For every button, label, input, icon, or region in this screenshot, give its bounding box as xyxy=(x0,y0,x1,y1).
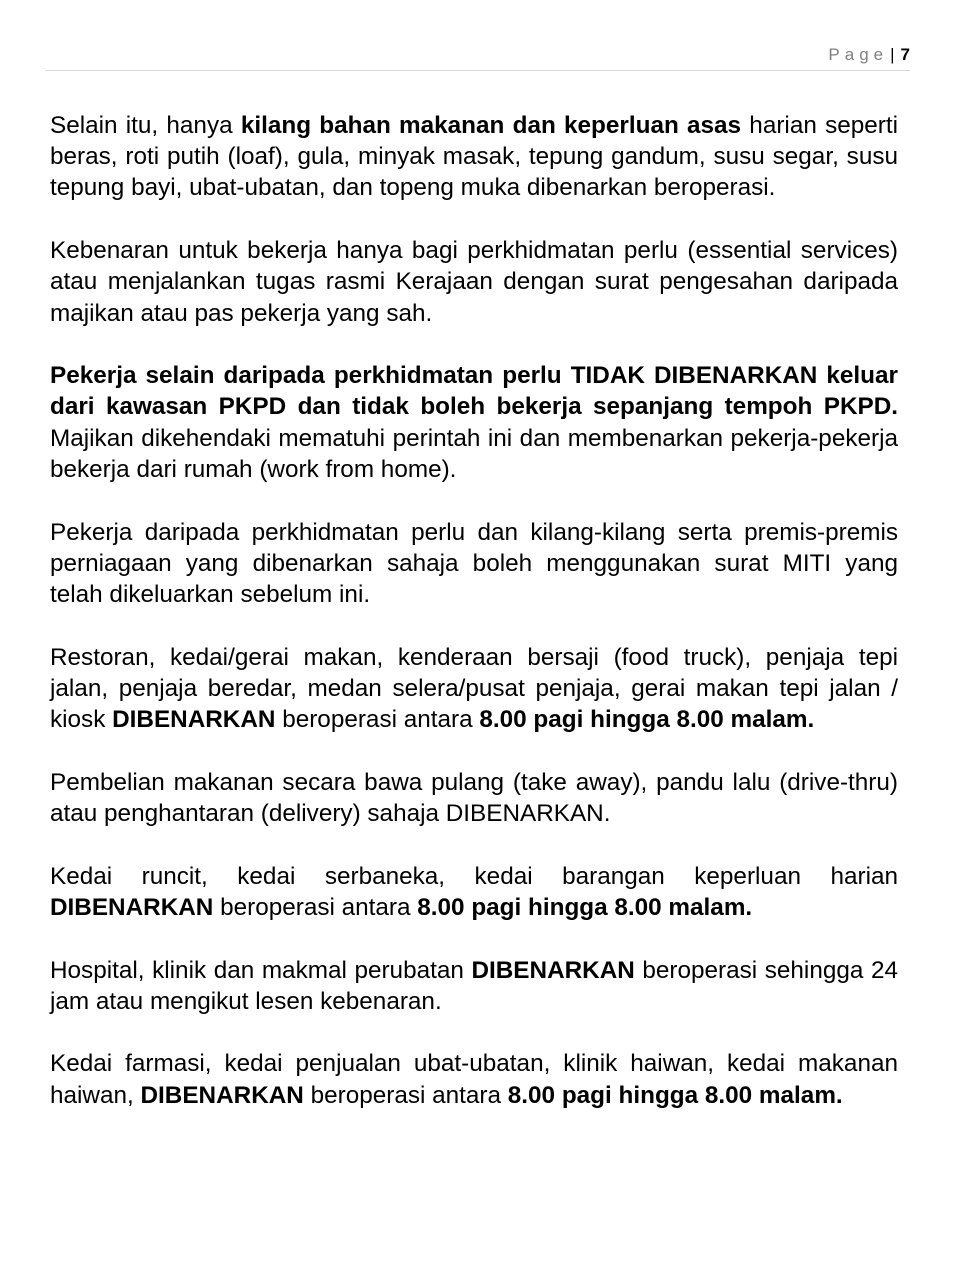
paragraph-pharmacies xyxy=(50,1048,898,1110)
bold-segment: DIBENARKAN xyxy=(140,1081,304,1109)
document-body xyxy=(50,110,898,1142)
paragraph-restaurants xyxy=(50,642,898,736)
paragraph-takeaway xyxy=(50,767,898,829)
text-segment: beroperasi antara xyxy=(213,893,418,921)
text-segment: beroperasi antara xyxy=(275,706,480,734)
bold-segment: DIBENARKAN xyxy=(471,956,635,984)
paragraph-non-essential-workers xyxy=(50,360,898,485)
page-label: Page xyxy=(828,45,889,64)
text-segment: Restoran, kedai/gerai makan, kenderaan bersaji (food truck), penjaja tepi jalan, penjaja beredar, medan selera/pusat penjaja, gerai makan tepi jalan / kiosk xyxy=(50,643,898,734)
page-header xyxy=(45,40,910,71)
bold-segment: DIBENARKAN xyxy=(112,706,276,734)
text-segment: Pekerja daripada perkhidmatan perlu dan kilang-kilang serta premis-premis perniagaan yang dibenarkan sahaja boleh menggunakan surat MITI yang telah dikeluarkan sebelum ini. xyxy=(50,518,898,608)
paragraph-essential-factories xyxy=(50,110,898,204)
text-segment: Kedai farmasi, kedai penjualan ubat-ubatan, klinik haiwan, kedai makanan haiwan, xyxy=(50,1050,898,1109)
text-segment: Kedai runcit, kedai serbaneka, kedai barangan keperluan harian xyxy=(50,862,898,890)
paragraph-miti-letter xyxy=(50,517,898,611)
page-separator: | xyxy=(890,45,895,64)
bold-segment: kilang bahan makanan dan keperluan asas xyxy=(240,112,742,139)
text-segment: beroperasi antara xyxy=(303,1081,508,1109)
text-segment: Majikan dikehendaki mematuhi perintah ini dan membenarkan pekerja-pekerja bekerja dari rumah (work from home). xyxy=(50,424,898,483)
bold-segment: Pekerja selain daripada perkhidmatan perlu TIDAK DIBENARKAN keluar dari kawasan PKPD dan tidak boleh bekerja sepanjang tempoh PKPD. xyxy=(50,362,898,421)
text-segment: Hospital, klinik dan makmal perubatan xyxy=(50,956,472,984)
bold-segment: DIBENARKAN xyxy=(50,893,214,921)
bold-segment: 8.00 pagi hingga 8.00 malam. xyxy=(417,893,753,921)
text-segment: Kebenaran untuk bekerja hanya bagi perkhidmatan perlu (essential services) atau menjalankan tugas rasmi Kerajaan dengan surat pengesahan daripada majikan atau pas pekerja yang sah. xyxy=(50,237,898,327)
text-segment: Pembelian makanan secara bawa pulang (take away), pandu lalu (drive-thru) atau penghantaran (delivery) sahaja DIBENARKAN. xyxy=(50,768,898,827)
paragraph-work-permission xyxy=(50,235,898,329)
paragraph-hospitals xyxy=(50,955,898,1017)
bold-segment: 8.00 pagi hingga 8.00 malam. xyxy=(507,1081,843,1109)
paragraph-grocery-stores xyxy=(50,861,898,923)
text-segment: Selain itu, hanya xyxy=(50,112,241,139)
text-segment: harian seperti beras, roti putih (loaf), gula, minyak masak, tepung gandum, susu segar, susu tepung bayi, ubat-ubatan, dan topeng muka dibenarkan beroperasi. xyxy=(50,112,898,202)
text-segment: beroperasi sehingga 24 jam atau mengikut lesen kebenaran. xyxy=(50,956,898,1015)
bold-segment: 8.00 pagi hingga 8.00 malam. xyxy=(479,706,815,734)
page-number: 7 xyxy=(900,45,910,64)
